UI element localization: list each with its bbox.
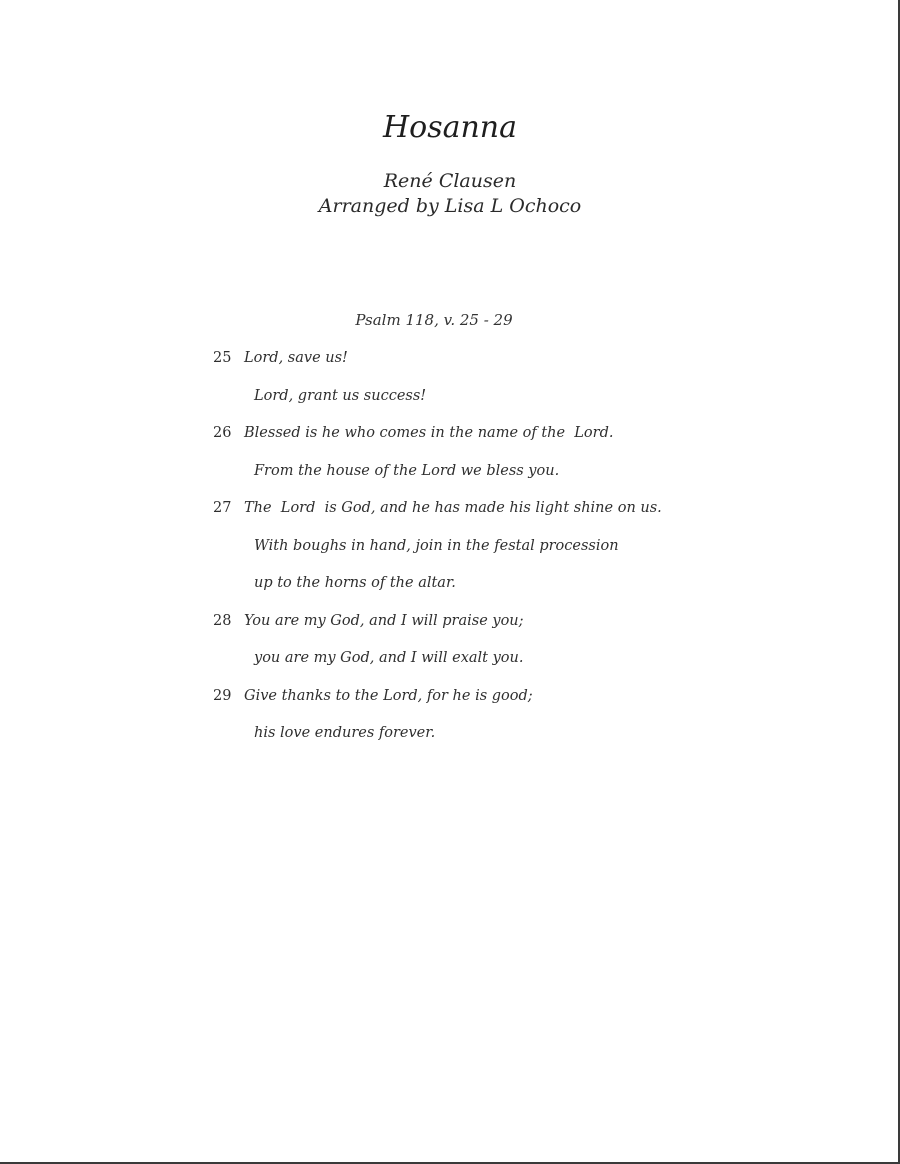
verse-number: 28 [213,612,232,629]
verse-line [213,461,773,499]
verse-list [213,348,773,761]
verse-line [213,386,773,424]
verse-number: 29 [213,687,232,704]
verse-number: 27 [213,500,232,516]
verse-text: You are my God, and I will praise you; [244,612,524,629]
verse-text: From the house of the Lord we bless you. [254,462,560,479]
verse-text: Blessed is he who comes in the name of the Lord. [244,425,614,441]
song-title: Hosanna [382,110,518,145]
verse-text: With boughs in hand, join in the festal procession [254,537,619,554]
verse-text: you are my God, and I will exalt you. [254,650,524,666]
verse-line [213,723,773,761]
arranger-credit: Arranged by Lisa L Ochoco [318,195,582,217]
verse-text: Lord, grant us success! [254,387,427,404]
verse-line [213,423,773,461]
verse-text: his love endures forever. [254,725,436,741]
verse-text: up to the horns of the altar. [254,575,456,591]
scripture-reference: Psalm 118, v. 25 - 29 [355,311,513,329]
verse-text: Give thanks to the Lord, for he is good; [244,687,533,704]
verse-line [213,686,773,724]
verse-line [213,536,773,574]
verse-line [213,348,773,386]
verse-line [213,611,773,649]
composer-credit: René Clausen [383,170,517,192]
verse-number: 26 [213,425,232,441]
verse-line [213,573,773,611]
verse-text: The Lord is God, and he has made his light shine on us. [244,500,662,516]
verse-text: Lord, save us! [244,350,348,366]
verse-number: 25 [213,350,232,366]
verse-line [213,498,773,536]
verse-line [213,648,773,686]
